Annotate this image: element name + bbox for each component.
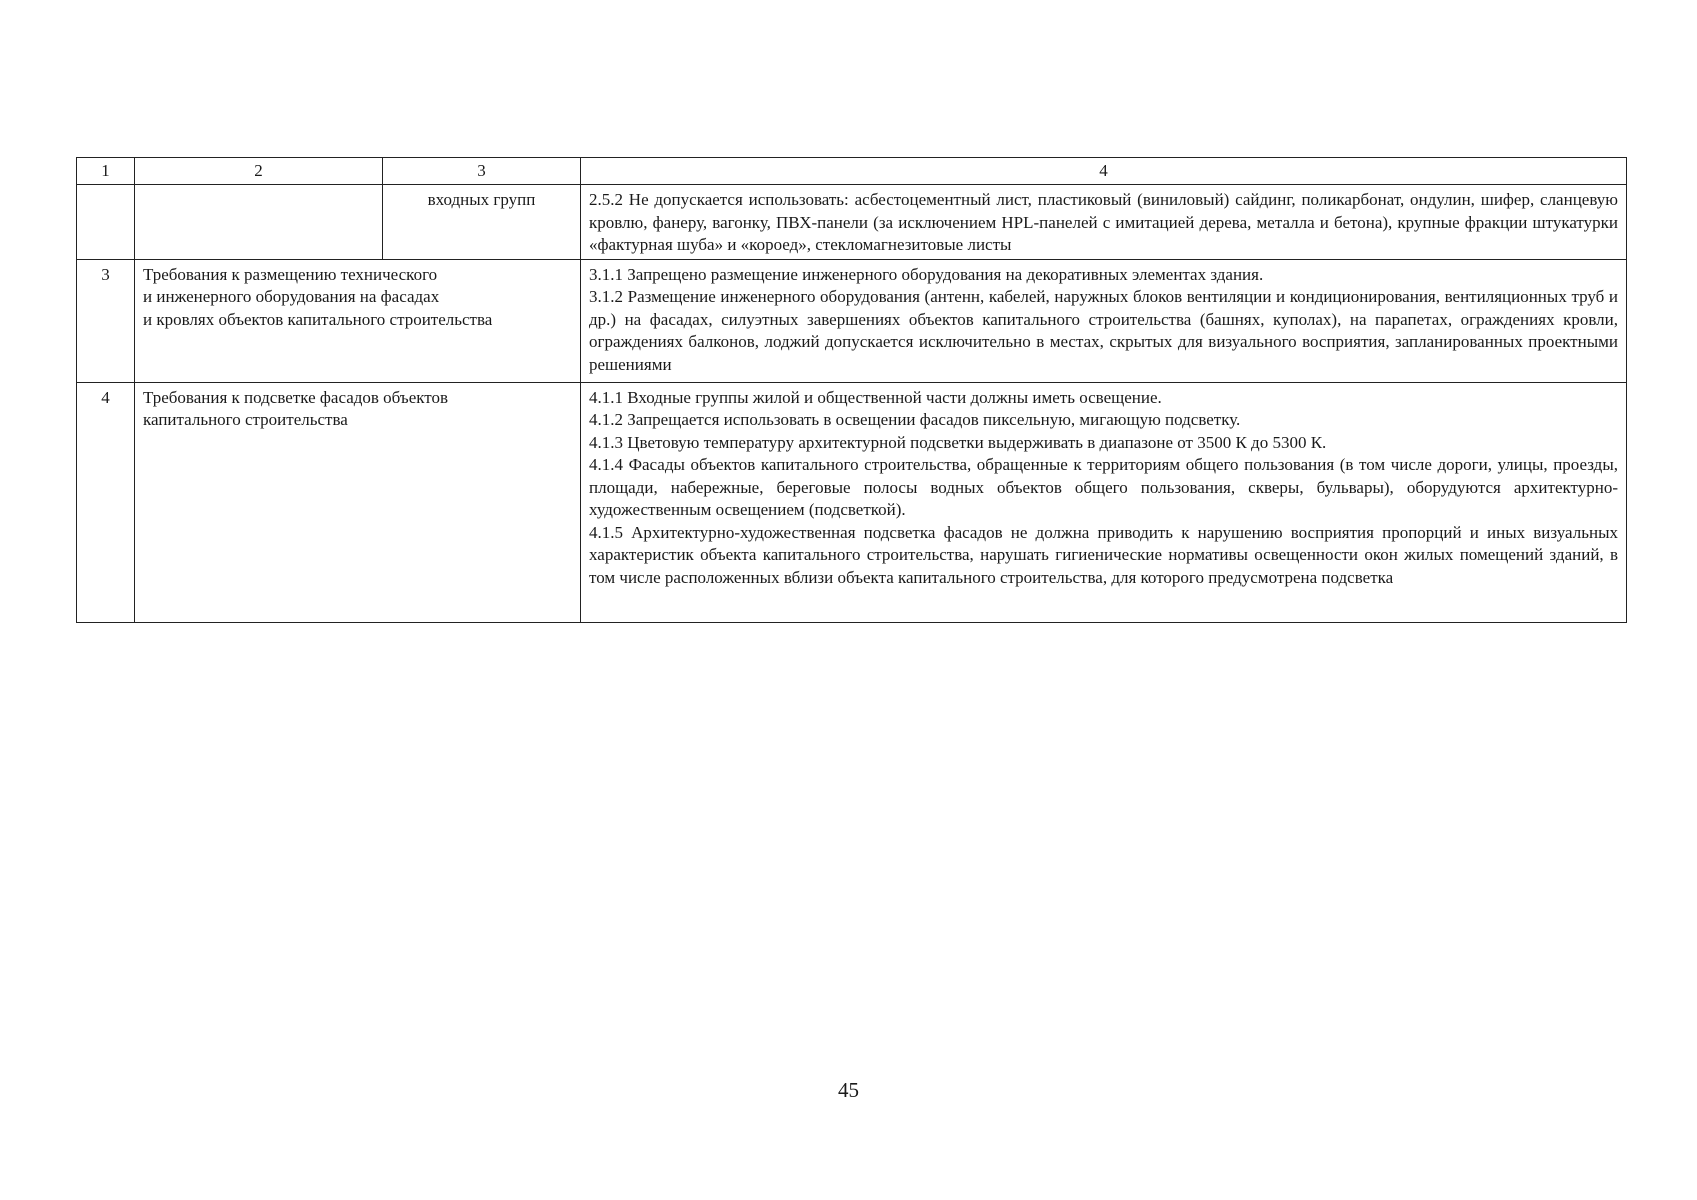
column-header-3: 3 xyxy=(383,158,581,185)
table-row xyxy=(77,185,1627,260)
column-header-2: 2 xyxy=(135,158,383,185)
clause-2-5-2: 2.5.2 Не допускается использовать: асбестоцементный лист, пластиковый (виниловый) сайдинг, поликарбонат, ондулин, шифер, сланцевую кровлю, фанеру, вагонку, ПВХ-панели (за исключением HPL-панелей с имитацией дерева, металла и бетона), крупные фракции штукатурки «фактурная шуба» и «короед», стекломагнезитовые листы xyxy=(589,190,1618,254)
requirement-title xyxy=(135,259,581,382)
row-number: 4 xyxy=(77,382,135,622)
requirement-title xyxy=(135,382,581,622)
clause-4-1-3: 4.1.3 Цветовую температуру архитектурной подсветки выдерживать в диапазоне от 3500 К до 5300 К. xyxy=(589,432,1327,452)
requirement-details xyxy=(581,185,1627,260)
requirements-table xyxy=(76,157,1627,623)
table-header-row xyxy=(77,158,1627,185)
clause-3-1-2: 3.1.2 Размещение инженерного оборудования (антенн, кабелей, наружных блоков вентиляции и кондиционирования, вентиляционных труб и др.) на фасадах, силуэтных завершениях объектов капитального строительства (башнях, куполах), на парапетах, ограждениях кровли, ограждениях балконов, лоджий допускается исключительно в местах, скрытых для визуального восприятия, запланированных проектными решениями xyxy=(589,287,1618,374)
page-number: 45 xyxy=(838,1078,859,1102)
requirement-details xyxy=(581,259,1627,382)
column-header-4: 4 xyxy=(581,158,1627,185)
row-number: 3 xyxy=(77,259,135,382)
column-header-1: 1 xyxy=(77,158,135,185)
clause-4-1-1: 4.1.1 Входные группы жилой и общественной части должны иметь освещение. xyxy=(589,387,1162,407)
requirement-details xyxy=(581,382,1627,622)
table-row xyxy=(77,259,1627,382)
clause-4-1-4: 4.1.4 Фасады объектов капитального строительства, обращенные к территориям общего пользования (в том числе дороги, улицы, проезды, площади, набережные, береговые полосы водных объектов общего пользования, скверы, бульвары), оборудуются архитектурно-художественным освещением (подсветкой). xyxy=(589,455,1618,519)
requirement-title-line: и кровлях объектов капитального строительства xyxy=(143,309,493,329)
requirement-title-line: и инженерного оборудования на фасадах xyxy=(143,287,440,306)
requirement-title-line: Требования к подсветке фасадов объектов xyxy=(143,387,449,407)
clause-4-1-2: 4.1.2 Запрещается использовать в освещении фасадов пиксельную, мигающую подсветку. xyxy=(589,410,1241,429)
row-number xyxy=(77,185,135,260)
element-type: входных групп xyxy=(383,185,581,260)
requirement-title-line: капитального строительства xyxy=(143,410,348,429)
clause-3-1-1: 3.1.1 Запрещено размещение инженерного оборудования на декоративных элементах здания. xyxy=(589,264,1264,284)
requirement-title xyxy=(135,185,383,260)
requirement-title-line: Требования к размещению технического xyxy=(143,264,438,284)
table-row xyxy=(77,382,1627,622)
clause-4-1-5: 4.1.5 Архитектурно-художественная подсветка фасадов не должна приводить к нарушению восприятия пропорций и иных визуальных характеристик объекта капитального строительства, нарушать гигиенические нормативы освещенности окон жилых помещений зданий, в том числе расположенных вблизи объекта капитального строительства, для которого предусмотрена подсветка xyxy=(589,522,1618,587)
